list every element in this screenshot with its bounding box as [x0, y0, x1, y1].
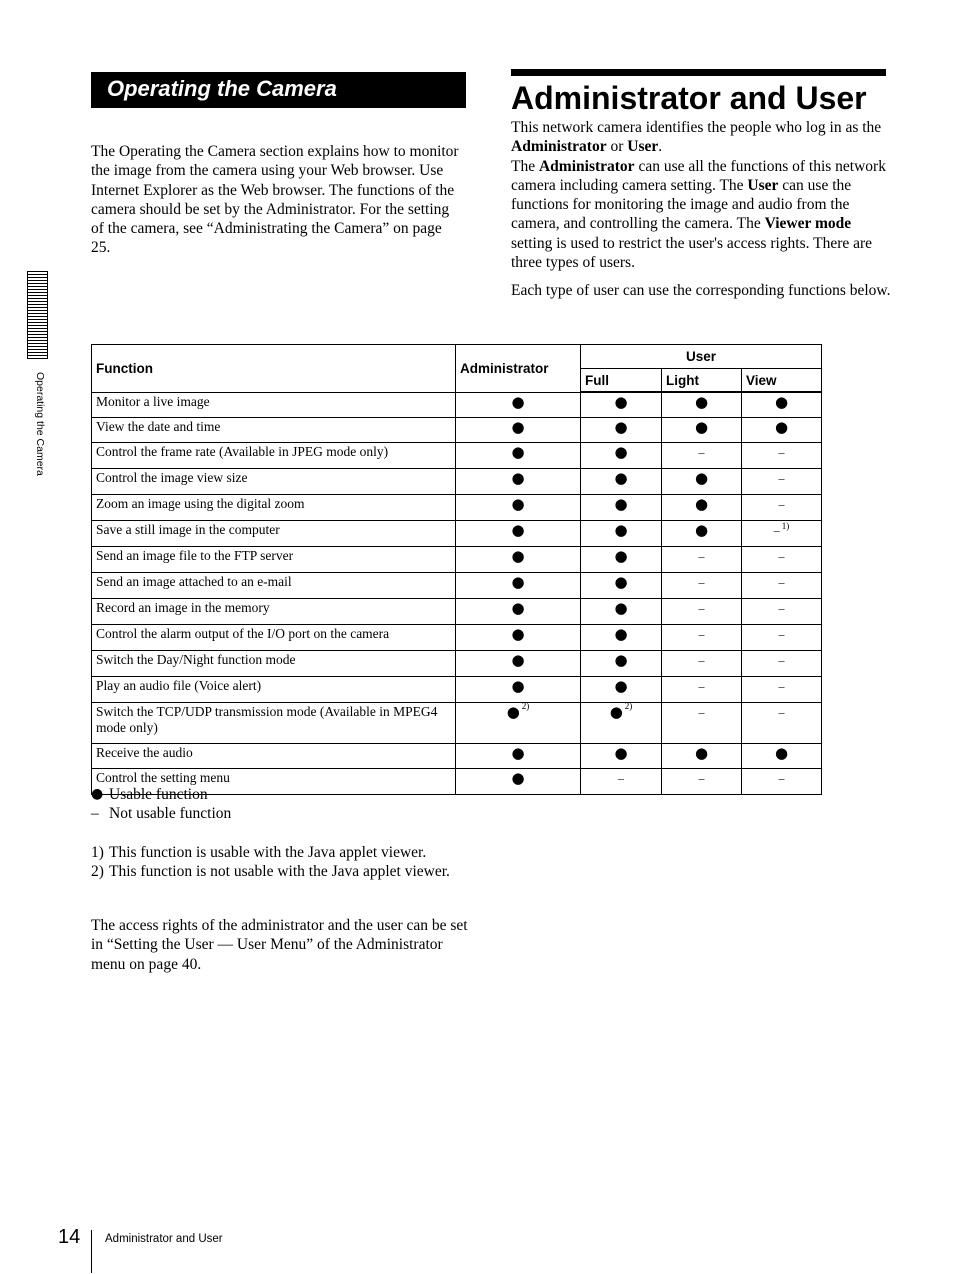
header-user: User — [581, 345, 822, 369]
usable-mark: ● — [614, 676, 628, 695]
function-cell: Switch the Day/Night function mode — [92, 650, 456, 676]
usable-mark: ● — [774, 743, 789, 762]
admin-cell — [456, 546, 581, 572]
not-usable-label: Not usable function — [109, 805, 232, 823]
full-cell — [581, 417, 662, 442]
usable-mark: ● — [614, 546, 628, 565]
table-row — [92, 392, 822, 417]
right-intro — [511, 118, 891, 301]
view-cell — [742, 520, 822, 546]
usable-label: Usable function — [109, 786, 208, 803]
view-cell — [742, 650, 822, 676]
not-usable-mark: – — [778, 574, 785, 589]
admin-cell — [456, 743, 581, 768]
full-cell — [581, 494, 662, 520]
admin-cell — [456, 572, 581, 598]
not-usable-mark: – — [698, 600, 705, 615]
light-cell — [662, 743, 742, 768]
right-intro-paragraph-1: This network camera identifies the people who log in as the Administrator or User. — [511, 119, 882, 156]
light-cell — [662, 417, 742, 442]
usable-mark: ● — [614, 442, 628, 461]
footnotes — [91, 843, 471, 882]
not-usable-mark: – — [778, 470, 785, 485]
section-banner: Operating the Camera — [91, 72, 466, 108]
not-usable-mark: – — [698, 444, 705, 459]
not-usable-mark: – — [778, 626, 785, 641]
footnote-number: 2) — [91, 863, 104, 881]
usable-mark: ● — [511, 546, 525, 565]
table-row — [92, 572, 822, 598]
not-usable-mark: – — [778, 770, 785, 785]
table-row — [92, 702, 822, 743]
light-cell — [662, 702, 742, 743]
full-cell — [581, 768, 662, 794]
right-intro-paragraph-2: The Administrator can use all the functions of this network camera including camera setting. The User can use the functions for monitoring the image and audio from the camera, and controlling the camera. The Viewer mode setting is used to restrict the user's access rights. There are three types of users. — [511, 157, 886, 272]
not-usable-mark: – — [778, 678, 785, 693]
full-cell — [581, 598, 662, 624]
usable-mark: ● — [511, 520, 525, 539]
right-intro-paragraph-3: Each type of user can use the corresponding functions below. — [511, 282, 891, 300]
usable-mark: ● — [694, 417, 709, 436]
usable-symbol: ● — [91, 786, 104, 802]
not-usable-mark: – — [778, 496, 785, 511]
table-row — [92, 468, 822, 494]
not-usable-mark: – — [778, 652, 785, 667]
admin-cell — [456, 768, 581, 794]
full-cell — [581, 676, 662, 702]
usable-mark: ● — [511, 768, 525, 787]
admin-cell — [456, 392, 581, 417]
light-cell — [662, 572, 742, 598]
usable-mark: ● — [511, 392, 525, 411]
usable-mark: ● — [511, 676, 525, 695]
not-usable-mark: – — [698, 574, 705, 589]
footnote-ref: 2) — [521, 700, 530, 711]
closing-text: The access rights of the administrator and the user can be set in “Setting the User — User Menu” of the Administrator menu on page 40. — [91, 917, 468, 973]
function-cell: Control the image view size — [92, 468, 456, 494]
table-body — [92, 392, 822, 794]
footer-rule — [91, 1230, 92, 1273]
not-usable-mark: – — [698, 704, 705, 719]
admin-cell — [456, 417, 581, 442]
function-cell: Send an image attached to an e-mail — [92, 572, 456, 598]
not-usable-mark: – — [698, 626, 705, 641]
function-cell: Control the alarm output of the I/O port on the camera — [92, 624, 456, 650]
table-row — [92, 676, 822, 702]
usable-mark: ● — [694, 743, 709, 762]
closing-paragraph — [91, 916, 471, 974]
not-usable-mark: – — [773, 522, 780, 537]
usable-mark: ● — [614, 468, 628, 487]
footnote-number: 1) — [91, 844, 104, 861]
usable-mark: ● — [511, 743, 525, 762]
page-number: 14 — [58, 1226, 81, 1248]
full-cell — [581, 650, 662, 676]
table-row — [92, 520, 822, 546]
usable-mark: ● — [614, 624, 628, 643]
table-row — [92, 624, 822, 650]
view-cell — [742, 598, 822, 624]
light-cell — [662, 624, 742, 650]
function-cell: Control the frame rate (Available in JPEG mode only) — [92, 442, 456, 468]
usable-mark: ● — [614, 743, 628, 762]
admin-cell — [456, 598, 581, 624]
usable-mark: ● — [614, 393, 628, 411]
full-cell — [581, 520, 662, 546]
light-cell — [662, 676, 742, 702]
admin-cell — [456, 702, 581, 743]
footnote-ref: 2) — [624, 700, 633, 711]
full-cell — [581, 468, 662, 494]
not-usable-mark: – — [778, 704, 785, 719]
admin-cell — [456, 520, 581, 546]
full-cell — [581, 743, 662, 768]
function-cell: Play an audio file (Voice alert) — [92, 676, 456, 702]
admin-cell — [456, 676, 581, 702]
usable-mark: ● — [774, 417, 789, 436]
side-tab-label: Operating the Camera — [34, 372, 46, 476]
function-cell: Send an image file to the FTP server — [92, 546, 456, 572]
footnote — [91, 843, 471, 862]
header-administrator: Administrator — [456, 345, 581, 393]
usable-mark: ● — [694, 468, 709, 487]
admin-cell — [456, 624, 581, 650]
admin-cell — [456, 494, 581, 520]
not-usable-mark: – — [778, 600, 785, 615]
usable-mark: ● — [774, 393, 789, 411]
usable-mark: ● — [614, 494, 628, 513]
left-intro — [91, 142, 461, 258]
view-cell — [742, 702, 822, 743]
view-cell — [742, 392, 822, 417]
light-cell — [662, 392, 742, 417]
usable-mark: ● — [614, 572, 628, 591]
left-intro-paragraph: The Operating the Camera section explains how to monitor the image from the camera using your Web browser. Use Internet Explorer as the Web browser. The functions of the camera should be set by the Administrator. For the setting of the camera, see “Administrating the Camera” on page 25. — [91, 143, 459, 257]
table-row — [92, 417, 822, 442]
usable-mark: ● — [511, 468, 525, 487]
table-row — [92, 494, 822, 520]
usable-mark: ● — [506, 702, 520, 721]
usable-mark: ● — [614, 417, 628, 436]
table-row — [92, 598, 822, 624]
function-cell: Record an image in the memory — [92, 598, 456, 624]
usable-mark: ● — [694, 520, 709, 539]
table-row — [92, 743, 822, 768]
legend — [91, 785, 471, 824]
function-cell: View the date and time — [92, 417, 456, 442]
full-cell — [581, 702, 662, 743]
footnote-text: This function is not usable with the Java applet viewer. — [109, 863, 450, 881]
function-table — [91, 344, 822, 795]
full-cell — [581, 624, 662, 650]
usable-mark: ● — [609, 702, 623, 721]
side-tab-marker — [27, 271, 48, 359]
header-function: Function — [92, 345, 456, 393]
table-row — [92, 442, 822, 468]
full-cell — [581, 392, 662, 417]
not-usable-mark: – — [778, 548, 785, 563]
footnote-ref: 1) — [781, 520, 790, 531]
function-cell: Monitor a live image — [92, 392, 456, 417]
usable-mark: ● — [511, 598, 525, 617]
header-full: Full — [581, 369, 662, 393]
full-cell — [581, 442, 662, 468]
footnote-text: This function is usable with the Java applet viewer. — [109, 844, 427, 861]
table-row — [92, 546, 822, 572]
function-cell: Receive the audio — [92, 743, 456, 768]
admin-cell — [456, 468, 581, 494]
full-cell — [581, 546, 662, 572]
not-usable-symbol: – — [91, 805, 99, 823]
view-cell — [742, 743, 822, 768]
usable-mark: ● — [614, 520, 628, 539]
view-cell — [742, 468, 822, 494]
function-cell: Switch the TCP/UDP transmission mode (Available in MPEG4 mode only) — [92, 702, 456, 743]
admin-cell — [456, 650, 581, 676]
light-cell — [662, 442, 742, 468]
view-cell — [742, 572, 822, 598]
not-usable-mark: – — [618, 770, 624, 785]
light-cell — [662, 468, 742, 494]
view-cell — [742, 546, 822, 572]
not-usable-mark: – — [778, 444, 785, 459]
page-title: Administrator and User — [511, 80, 867, 116]
usable-mark: ● — [511, 442, 525, 461]
legend-not-usable — [91, 804, 471, 823]
light-cell — [662, 494, 742, 520]
footnote — [91, 862, 471, 881]
usable-mark: ● — [511, 624, 525, 643]
admin-cell — [456, 442, 581, 468]
view-cell — [742, 494, 822, 520]
usable-mark: ● — [511, 650, 525, 669]
light-cell — [662, 598, 742, 624]
function-cell: Control the setting menu — [92, 768, 456, 794]
function-cell: Zoom an image using the digital zoom — [92, 494, 456, 520]
view-cell — [742, 676, 822, 702]
light-cell — [662, 520, 742, 546]
title-rule — [511, 69, 886, 76]
header-view: View — [742, 369, 822, 393]
light-cell — [662, 546, 742, 572]
light-cell — [662, 650, 742, 676]
light-cell — [662, 768, 742, 794]
not-usable-mark: – — [698, 652, 705, 667]
function-cell: Save a still image in the computer — [92, 520, 456, 546]
usable-mark: ● — [614, 650, 628, 669]
view-cell — [742, 624, 822, 650]
view-cell — [742, 768, 822, 794]
usable-mark: ● — [694, 494, 709, 513]
usable-mark: ● — [511, 572, 525, 591]
usable-mark: ● — [511, 494, 525, 513]
usable-mark: ● — [614, 598, 628, 617]
not-usable-mark: – — [698, 678, 705, 693]
usable-mark: ● — [694, 393, 709, 411]
footer-section-label: Administrator and User — [105, 1233, 223, 1245]
view-cell — [742, 442, 822, 468]
not-usable-mark: – — [698, 548, 705, 563]
table-row — [92, 650, 822, 676]
legend-usable — [91, 785, 471, 804]
not-usable-mark: – — [698, 770, 705, 785]
header-light: Light — [662, 369, 742, 393]
usable-mark: ● — [511, 417, 525, 436]
view-cell — [742, 417, 822, 442]
full-cell — [581, 572, 662, 598]
